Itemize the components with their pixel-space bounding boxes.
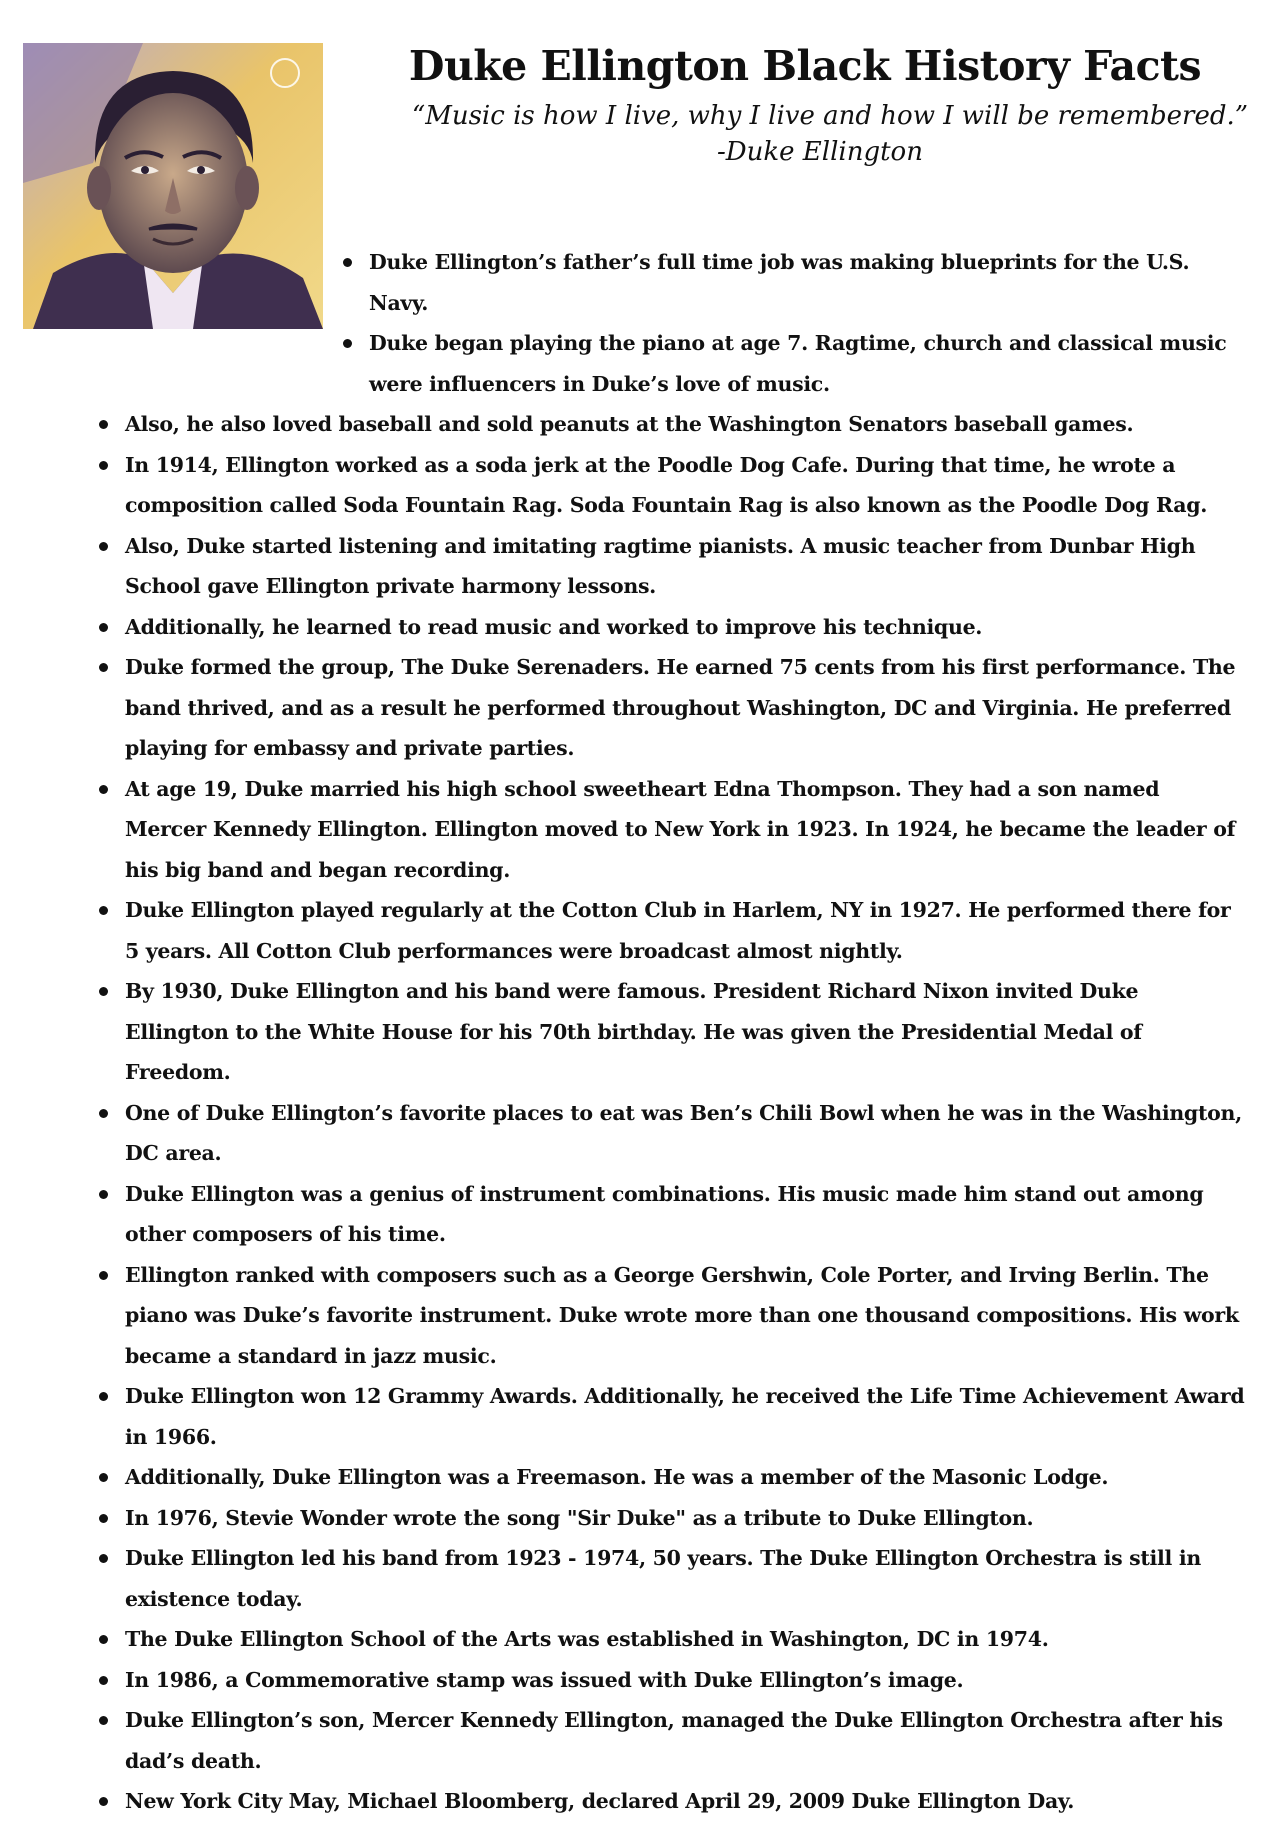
list-item: Additionally, he learned to read music and worked to improve his technique.	[125, 607, 1245, 648]
list-item: Duke Ellington’s father’s full time job was making blueprints for the U.S. Navy.	[369, 242, 1249, 323]
list-item: At age 19, Duke married his high school sweetheart Edna Thompson. They had a son named Mercer Kennedy Ellington. Ellington moved to New York in 1923. In 1924, he became the leader of his big band and began recording.	[125, 769, 1245, 891]
list-item: One of Duke Ellington’s favorite places to eat was Ben’s Chili Bowl when he was in the Washington, DC area.	[125, 1093, 1245, 1174]
portrait-image	[23, 43, 323, 329]
list-item: In 1986, a Commemorative stamp was issued with Duke Ellington’s image.	[125, 1660, 1245, 1701]
list-item: Also, Duke started listening and imitating ragtime pianists. A music teacher from Dunbar High School gave Ellington private harmony lessons.	[125, 526, 1245, 607]
facts-list	[125, 404, 1245, 1822]
list-item: New York City May, Michael Bloomberg, declared April 29, 2009 Duke Ellington Day.	[125, 1781, 1245, 1822]
page-title: Duke Ellington Black History Facts	[408, 42, 1202, 90]
facts-list-top	[369, 242, 1249, 404]
quote-attribution: -Duke Ellington	[717, 137, 923, 167]
list-item: In 1976, Stevie Wonder wrote the song "Sir Duke" as a tribute to Duke Ellington.	[125, 1498, 1245, 1539]
list-item: Duke Ellington was a genius of instrument combinations. His music made him stand out among other composers of his time.	[125, 1174, 1245, 1255]
quote-text: “Music is how I live, why I live and how I will be remembered.”	[411, 101, 1249, 131]
list-item: Additionally, Duke Ellington was a Freemason. He was a member of the Masonic Lodge.	[125, 1457, 1245, 1498]
list-item: Duke began playing the piano at age 7. Ragtime, church and classical music were influencers in Duke’s love of music.	[369, 323, 1249, 404]
list-item: By 1930, Duke Ellington and his band were famous. President Richard Nixon invited Duke Ellington to the White House for his 70th birthday. He was given the Presidential Medal of Freedom.	[125, 971, 1245, 1093]
list-item: Also, he also loved baseball and sold peanuts at the Washington Senators baseball games.	[125, 404, 1245, 445]
list-item: In 1914, Ellington worked as a soda jerk at the Poodle Dog Cafe. During that time, he wrote a composition called Soda Fountain Rag. Soda Fountain Rag is also known as the Poodle Dog Rag.	[125, 445, 1245, 526]
list-item: Duke Ellington played regularly at the Cotton Club in Harlem, NY in 1927. He performed there for 5 years. All Cotton Club performances were broadcast almost nightly.	[125, 890, 1245, 971]
list-item: Duke Ellington won 12 Grammy Awards. Additionally, he received the Life Time Achievement Award in 1966.	[125, 1376, 1245, 1457]
list-item: Duke Ellington led his band from 1923 - 1974, 50 years. The Duke Ellington Orchestra is still in existence today.	[125, 1538, 1245, 1619]
list-item: Ellington ranked with composers such as a George Gershwin, Cole Porter, and Irving Berlin. The piano was Duke’s favorite instrument. Duke wrote more than one thousand compositions. His work became a standard in jazz music.	[125, 1255, 1245, 1377]
list-item: Duke formed the group, The Duke Serenaders. He earned 75 cents from his first performance. The band thrived, and as a result he performed throughout Washington, DC and Virginia. He preferred playing for embassy and private parties.	[125, 647, 1245, 769]
list-item: Duke Ellington’s son, Mercer Kennedy Ellington, managed the Duke Ellington Orchestra after his dad’s death.	[125, 1700, 1245, 1781]
list-item: The Duke Ellington School of the Arts was established in Washington, DC in 1974.	[125, 1619, 1245, 1660]
quote	[390, 98, 1270, 170]
